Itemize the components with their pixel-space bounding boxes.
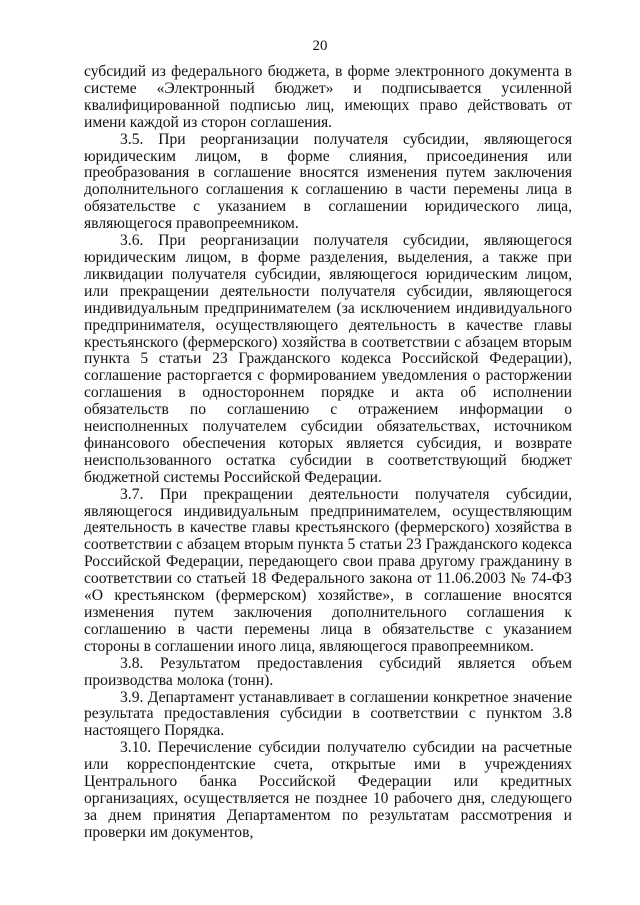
page-number: 20 <box>312 38 328 54</box>
paragraph-continuation: субсидий из федерального бюджета, в форме электронного документа в системе «Электронный бюджет» и подписывается усиленной квалифицированной подписью лиц, имеющих право действовать от имени каждой из сторон соглашения. <box>84 63 572 131</box>
paragraph-3-5: 3.5. При реорганизации получателя субсидии, являющегося юридическим лицом, в форме слияния, присоединения или преобразования в соглашение вносятся изменения путем заключения дополнительного соглашения к соглашению в части перемены лица в обязательстве с указанием в соглашении юридического лица, являющегося правопреемником. <box>84 130 572 233</box>
document-body <box>84 64 572 842</box>
paragraph-3-8: 3.8. Результатом предоставления субсидий является объем производства молока (тонн). <box>84 654 572 689</box>
paragraph-3-10: 3.10. Перечисление субсидии получателю субсидии на расчетные или корреспондентские счета, открытые ими в учреждениях Центрального банка Российской Федерации или кредитных организациях, осуществляется не позднее 10 рабочего дня, следующего за днем принятия Департаментом по результатам рассмотрения и проверки им документов, <box>84 739 572 841</box>
paragraph-3-9: 3.9. Департамент устанавливает в соглашении конкретное значение результата предоставления субсидии в соответствии с пунктом 3.8 настоящего Порядка. <box>84 688 572 740</box>
paragraph-3-7: 3.7. При прекращении деятельности получателя субсидии, являющегося индивидуальным предпринимателем, осуществляющим деятельность в качестве главы крестьянского (фермерского) хозяйства в соответствии с абзацем вторым пункта 5 статьи 23 Гражданского кодекса Российской Федерации, передающего свои права другому гражданину в соответствии со статьей 18 Федерального закона от 11.06.2003 № 74-ФЗ «О крестьянском (фермерском) хозяйстве», в соглашение вносятся изменения путем заключения дополнительного соглашения к соглашению в части перемены лица в обязательстве с указанием стороны в соглашении иного лица, являющегося правопреемником. <box>84 485 572 655</box>
paragraph-3-6: 3.6. При реорганизации получателя субсидии, являющегося юридическим лицом, в форме разделения, выделения, а также при ликвидации получателя субсидии, являющегося юридическим лицом, или прекращении деятельности получателя субсидии, являющегося индивидуальным предпринимателем (за исключением индивидуального предпринимателя, осуществляющего деятельность в качестве главы крестьянского (фермерского) хозяйства в соответствии с абзацем вторым пункта 5 статьи 23 Гражданского кодекса Российской Федерации), соглашение расторгается с формированием уведомления о расторжении соглашения в одностороннем порядке и акта об исполнении обязательств по соглашению с отражением информации о неисполненных получателем субсидии обязательствах, источником финансового обеспечения которых является субсидия, и возврате неиспользованного остатка субсидии в соответствующий бюджет бюджетной системы Российской Федерации. <box>84 232 572 486</box>
